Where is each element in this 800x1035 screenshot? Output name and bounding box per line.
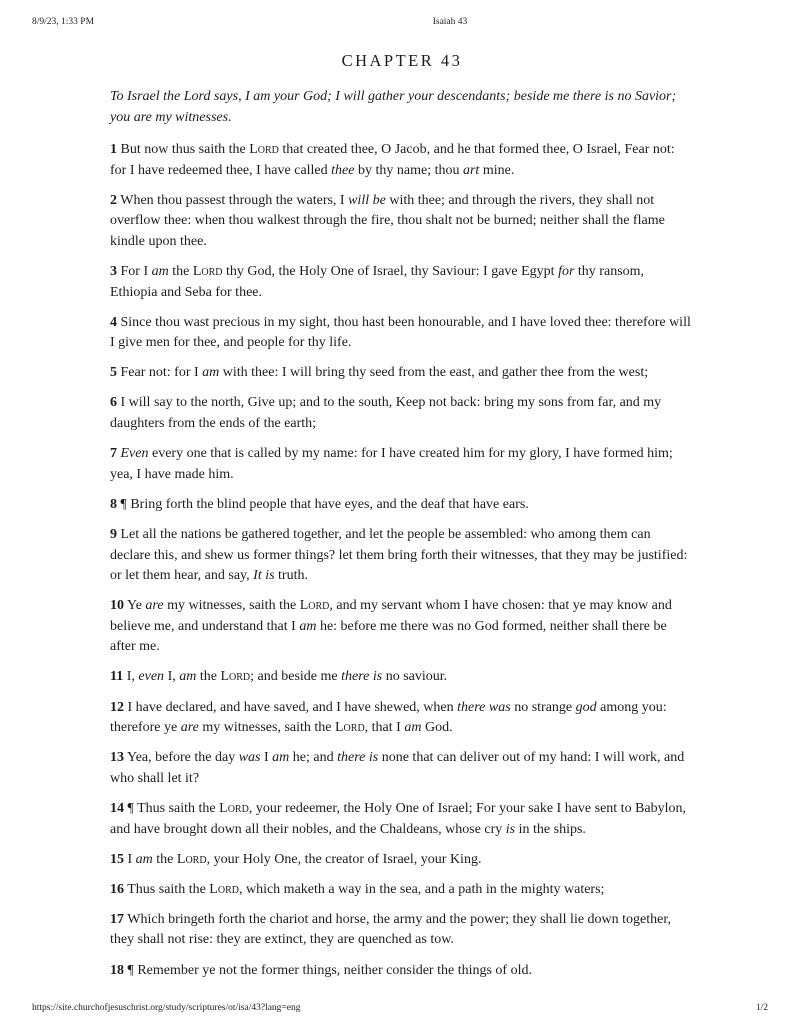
verse: [110, 313, 694, 354]
print-doc-title: Isaiah 43: [432, 17, 468, 27]
small-caps-lord: Lord: [335, 720, 365, 736]
verse-text: ¶ Remember ye not the former things, neither consider the things of old.: [127, 962, 532, 978]
verse-number: 11: [110, 669, 124, 685]
small-caps-lord: Lord: [209, 881, 239, 897]
verse-text: For I am the Lord thy God, the Holy One of Israel, thy Saviour: I gave Egypt for thy ransom, Ethiopia and Seba for thee.: [110, 263, 645, 300]
verse: [110, 880, 694, 901]
verse-text: But now thus saith the Lord that created thee, O Jacob, and he that formed thee, O Israel, Fear not: for I have redeemed thee, I have called thee by thy name; thou art mine.: [110, 142, 675, 178]
small-caps-lord: Lord: [192, 263, 223, 279]
italic-word: are: [145, 598, 164, 614]
small-caps-lord: Lord: [299, 598, 330, 614]
chapter-content: [110, 52, 694, 991]
verse-number: 9: [110, 526, 117, 542]
verse-number: 6: [110, 395, 117, 411]
italic-word: It is: [253, 568, 275, 584]
italic-word: for: [558, 263, 575, 279]
page-indicator: 1/2: [755, 1003, 768, 1013]
verse-number: 15: [110, 851, 124, 867]
small-caps-lord: Lord: [176, 851, 207, 867]
verse: [110, 393, 694, 434]
verse-text: Even every one that is called by my name: for I have created him for my glory, I have formed him; yea, I have made him.: [110, 446, 673, 482]
verse-text: When thou passest through the waters, I will be with thee; and through the rivers, they shall not overflow thee: when thou walkest through the fire, thou shalt not be burned; neither shall the flame kindle upon thee.: [110, 192, 665, 249]
verse-number: 2: [110, 192, 117, 208]
verse-number: 7: [110, 446, 117, 462]
verse-text: ¶ Thus saith the Lord, your redeemer, the Holy One of Israel; For your sake I have sent to Babylon, and have brought down all their nobles, and the Chaldeans, whose cry is in the ships.: [110, 800, 687, 837]
verse-text: Ye are my witnesses, saith the Lord, and my servant whom I have chosen: that ye may know and believe me, and understand that I am he: before me there was no God formed, neither shall there be after me.: [110, 598, 672, 655]
verses: [110, 140, 694, 981]
verse-number: 8: [110, 496, 117, 512]
verse-text: Which bringeth forth the chariot and horse, the army and the power; they shall lie down together, they shall not rise: they are extinct, they are quenched as tow.: [110, 911, 671, 948]
italic-word: god: [575, 699, 597, 715]
verse: [110, 961, 694, 982]
verse: [110, 799, 694, 840]
print-date: 8/9/23, 1:33 PM: [32, 17, 95, 27]
italic-word: there is: [337, 750, 379, 766]
italic-word: was: [238, 750, 261, 766]
verse-text: Yea, before the day was I am he; and there is none that can deliver out of my hand: I will work, and who shall let it?: [110, 750, 685, 786]
italic-word: am: [272, 750, 290, 766]
verse-text: I have declared, and have saved, and I have shewed, when there was no strange god among you: therefore ye are my witnesses, saith the Lord, that I am God.: [110, 699, 667, 736]
source-url: https://site.churchofjesuschrist.org/study/scriptures/ot/isa/43?lang=eng: [32, 1003, 301, 1013]
verse: [110, 667, 694, 688]
italic-word: am: [135, 851, 153, 867]
small-caps-lord: Lord: [220, 669, 251, 685]
verse: [110, 910, 694, 951]
italic-word: is: [505, 821, 516, 837]
verse: [110, 262, 694, 303]
small-caps-lord: Lord: [249, 142, 279, 157]
italic-word: am: [179, 669, 197, 685]
verse-text: I will say to the north, Give up; and to the south, Keep not back: bring my sons from far, and my daughters from the ends of the earth;: [110, 395, 662, 432]
italic-word: there was: [457, 699, 511, 715]
italic-word: am: [404, 720, 422, 736]
verse-number: 10: [110, 598, 124, 614]
verse: [110, 444, 694, 485]
verse: [110, 495, 694, 516]
verse-number: 17: [110, 911, 124, 927]
verse-number: 4: [110, 314, 117, 330]
verse-text: I am the Lord, your Holy One, the creator of Israel, your King.: [127, 851, 482, 867]
verse-number: 3: [110, 263, 117, 279]
verse-text: I, even I, am the Lord; and beside me there is no saviour.: [126, 669, 448, 685]
verse: [110, 698, 694, 739]
verse-number: 12: [110, 699, 124, 715]
small-caps-lord: Lord: [219, 800, 249, 816]
verse: [110, 850, 694, 871]
verse-number: 1: [110, 142, 117, 157]
chapter-title: CHAPTER 43: [341, 51, 463, 70]
chapter-summary: To Israel the Lord says, I am your God; I will gather your descendants; beside me there is no Savior; you are my witnesses.: [110, 89, 677, 125]
verse: [110, 748, 694, 789]
verse: [110, 363, 694, 384]
italic-word: Even: [120, 446, 149, 462]
italic-word: thee: [331, 162, 355, 178]
verse-text: Since thou wast precious in my sight, thou hast been honourable, and I have loved thee: therefore will I give men for thee, and people for thy life.: [110, 314, 691, 351]
italic-word: am: [299, 618, 317, 634]
verse-text: Fear not: for I am with thee: I will bring thy seed from the east, and gather thee from the west;: [120, 365, 649, 381]
verse-text: ¶ Bring forth the blind people that have eyes, and the deaf that have ears.: [120, 496, 529, 512]
verse-number: 5: [110, 365, 117, 381]
italic-word: am: [151, 263, 169, 279]
verse-number: 18: [110, 962, 124, 978]
verse: [110, 525, 694, 587]
verse-text: Thus saith the Lord, which maketh a way in the sea, and a path in the mighty waters;: [127, 881, 605, 897]
italic-word: art: [462, 162, 480, 178]
italic-word: even: [138, 669, 165, 685]
italic-word: am: [202, 365, 220, 381]
verse-number: 13: [110, 750, 124, 766]
verse-text: Let all the nations be gathered together, and let the people be assembled: who among them can declare this, and shew us former things? let them bring forth their witnesses, that they may be justified: or let them hear, and say, It is truth.: [110, 526, 688, 584]
italic-word: are: [180, 720, 199, 736]
verse: [110, 596, 694, 658]
verse-number: 16: [110, 881, 124, 897]
verse: [110, 191, 694, 253]
verse: [110, 140, 694, 181]
italic-word: will be: [348, 192, 386, 208]
verse-number: 14: [110, 800, 124, 816]
italic-word: there is: [341, 669, 383, 685]
